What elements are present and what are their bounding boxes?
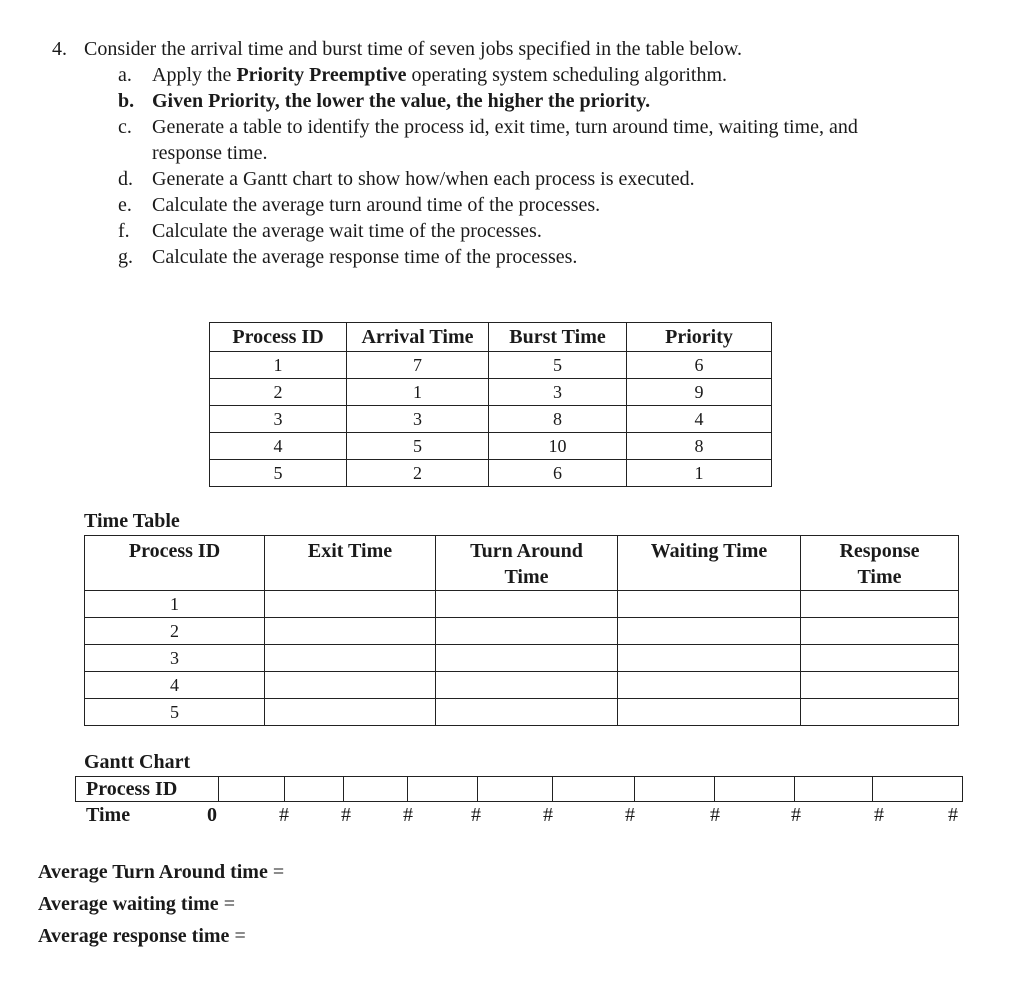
header-turn-around-text: Turn Around Time: [470, 540, 583, 588]
gantt-tick: #: [471, 804, 481, 826]
response-cell[interactable]: [801, 645, 959, 672]
response-cell[interactable]: [801, 591, 959, 618]
item-g: [118, 246, 577, 269]
waiting-cell[interactable]: [618, 591, 801, 618]
table-row: [210, 460, 772, 487]
header-turn-around-time: [436, 536, 618, 591]
exit-time-cell[interactable]: [265, 699, 436, 726]
header-process-id: Process ID: [210, 323, 347, 352]
cell: 3: [347, 406, 489, 433]
table-row: [85, 672, 959, 699]
turnaround-cell[interactable]: [436, 591, 618, 618]
cell: 9: [627, 379, 772, 406]
turnaround-cell[interactable]: [436, 645, 618, 672]
gantt-cell[interactable]: [407, 777, 408, 801]
avg-turnaround-label: Average Turn Around time: [38, 861, 268, 883]
cell: 4: [627, 406, 772, 433]
item-b: [118, 90, 650, 113]
header-process-id: Process ID: [85, 536, 265, 591]
gantt-tick: #: [403, 804, 413, 826]
item-label: c.: [118, 116, 132, 138]
header-exit-time: Exit Time: [265, 536, 436, 591]
gantt-cell[interactable]: [343, 777, 344, 801]
time-table-title: Time Table: [84, 510, 180, 532]
cell: 5: [210, 460, 347, 487]
equals-sign: =: [223, 893, 235, 915]
item-d-text: Generate a Gantt chart to show how/when each process is executed.: [152, 168, 695, 190]
equals-sign: =: [272, 861, 285, 883]
item-a: [118, 64, 727, 87]
cell: 4: [210, 433, 347, 460]
table-row: [210, 352, 772, 379]
item-label: d.: [118, 168, 133, 190]
cell: 6: [489, 460, 627, 487]
table-row: [210, 379, 772, 406]
process-id-cell: 1: [85, 591, 265, 618]
exit-time-cell[interactable]: [265, 618, 436, 645]
avg-turnaround: [38, 861, 284, 884]
avg-waiting: [38, 893, 235, 916]
header-priority: Priority: [627, 323, 772, 352]
process-id-cell: 2: [85, 618, 265, 645]
item-label: g.: [118, 246, 133, 268]
process-id-cell: 5: [85, 699, 265, 726]
item-c: [118, 116, 858, 139]
gantt-time-label: Time: [86, 804, 131, 826]
item-c-cont: response time.: [152, 142, 268, 164]
item-f: [118, 220, 542, 243]
gantt-tick: #: [791, 804, 801, 826]
gantt-cell[interactable]: [714, 777, 715, 801]
gantt-tick: #: [710, 804, 720, 826]
gantt-tick: #: [948, 804, 958, 826]
gantt-tick: #: [874, 804, 884, 826]
item-g-text: Calculate the average response time of the processes.: [152, 246, 578, 268]
gantt-cell[interactable]: [218, 777, 219, 801]
waiting-cell[interactable]: [618, 645, 801, 672]
question-number: 4.: [52, 38, 67, 60]
waiting-cell[interactable]: [618, 699, 801, 726]
item-e: [118, 194, 600, 217]
gantt-tick: #: [279, 804, 289, 826]
gantt-process-row: [75, 776, 963, 802]
table-row: [210, 406, 772, 433]
exit-time-cell[interactable]: [265, 672, 436, 699]
exit-time-cell[interactable]: [265, 645, 436, 672]
process-id-cell: 4: [85, 672, 265, 699]
gantt-tick: #: [625, 804, 635, 826]
cell: 10: [489, 433, 627, 460]
item-c-text: Generate a table to identify the process id, exit time, turn around time, waiting time, and: [152, 116, 858, 138]
table-row: [210, 433, 772, 460]
gantt-tick: #: [341, 804, 351, 826]
cell: 6: [627, 352, 772, 379]
item-label: a.: [118, 64, 132, 86]
gantt-tick: #: [543, 804, 553, 826]
item-a-bold: Priority Preemptive: [236, 64, 407, 86]
header-arrival-time: Arrival Time: [347, 323, 489, 352]
table-row: [85, 618, 959, 645]
item-b-text: Given Priority, the lower the value, the higher the priority.: [152, 90, 651, 112]
gantt-process-label: Process ID: [86, 778, 178, 800]
gantt-cell[interactable]: [552, 777, 553, 801]
time-table-header-row: [85, 536, 959, 591]
jobs-table: [209, 322, 772, 487]
header-response-time: [801, 536, 959, 591]
process-id-cell: 3: [85, 645, 265, 672]
turnaround-cell[interactable]: [436, 672, 618, 699]
waiting-cell[interactable]: [618, 672, 801, 699]
cell: 2: [347, 460, 489, 487]
question-intro: Consider the arrival time and burst time of seven jobs specified in the table below.: [84, 38, 742, 60]
gantt-cell[interactable]: [794, 777, 795, 801]
item-f-text: Calculate the average wait time of the processes.: [152, 220, 542, 242]
gantt-cell[interactable]: [634, 777, 635, 801]
item-label: b.: [118, 90, 135, 112]
item-e-text: Calculate the average turn around time of the processes.: [152, 194, 601, 216]
cell: 8: [489, 406, 627, 433]
cell: 3: [489, 379, 627, 406]
cell: 2: [210, 379, 347, 406]
cell: 1: [347, 379, 489, 406]
table-row: [85, 591, 959, 618]
avg-waiting-label: Average waiting time: [38, 893, 219, 915]
gantt-cell[interactable]: [284, 777, 285, 801]
cell: 5: [347, 433, 489, 460]
item-label: e.: [118, 194, 132, 216]
avg-response-label: Average response time: [38, 925, 230, 947]
table-row: [85, 699, 959, 726]
turnaround-cell[interactable]: [436, 618, 618, 645]
cell: 1: [627, 460, 772, 487]
header-waiting-time: Waiting Time: [618, 536, 801, 591]
gantt-tick: 0: [207, 804, 217, 826]
cell: 1: [210, 352, 347, 379]
exit-time-cell[interactable]: [265, 591, 436, 618]
cell: 5: [489, 352, 627, 379]
response-cell[interactable]: [801, 618, 959, 645]
avg-response: [38, 925, 246, 948]
response-cell[interactable]: [801, 672, 959, 699]
item-a-pre: Apply the: [152, 64, 237, 86]
header-burst-time: Burst Time: [489, 323, 627, 352]
item-a-post: operating system scheduling algorithm.: [406, 64, 728, 86]
response-cell[interactable]: [801, 699, 959, 726]
turnaround-cell[interactable]: [436, 699, 618, 726]
item-label: f.: [118, 220, 130, 242]
jobs-header-row: [210, 323, 772, 352]
header-response-text: Response Time: [839, 540, 920, 588]
item-d: [118, 168, 695, 191]
waiting-cell[interactable]: [618, 618, 801, 645]
equals-sign: =: [234, 925, 246, 947]
gantt-cell[interactable]: [872, 777, 873, 801]
cell: 8: [627, 433, 772, 460]
gantt-cell[interactable]: [477, 777, 478, 801]
cell: 3: [210, 406, 347, 433]
table-row: [85, 645, 959, 672]
cell: 7: [347, 352, 489, 379]
gantt-title: Gantt Chart: [84, 751, 191, 773]
time-table: [84, 535, 959, 726]
